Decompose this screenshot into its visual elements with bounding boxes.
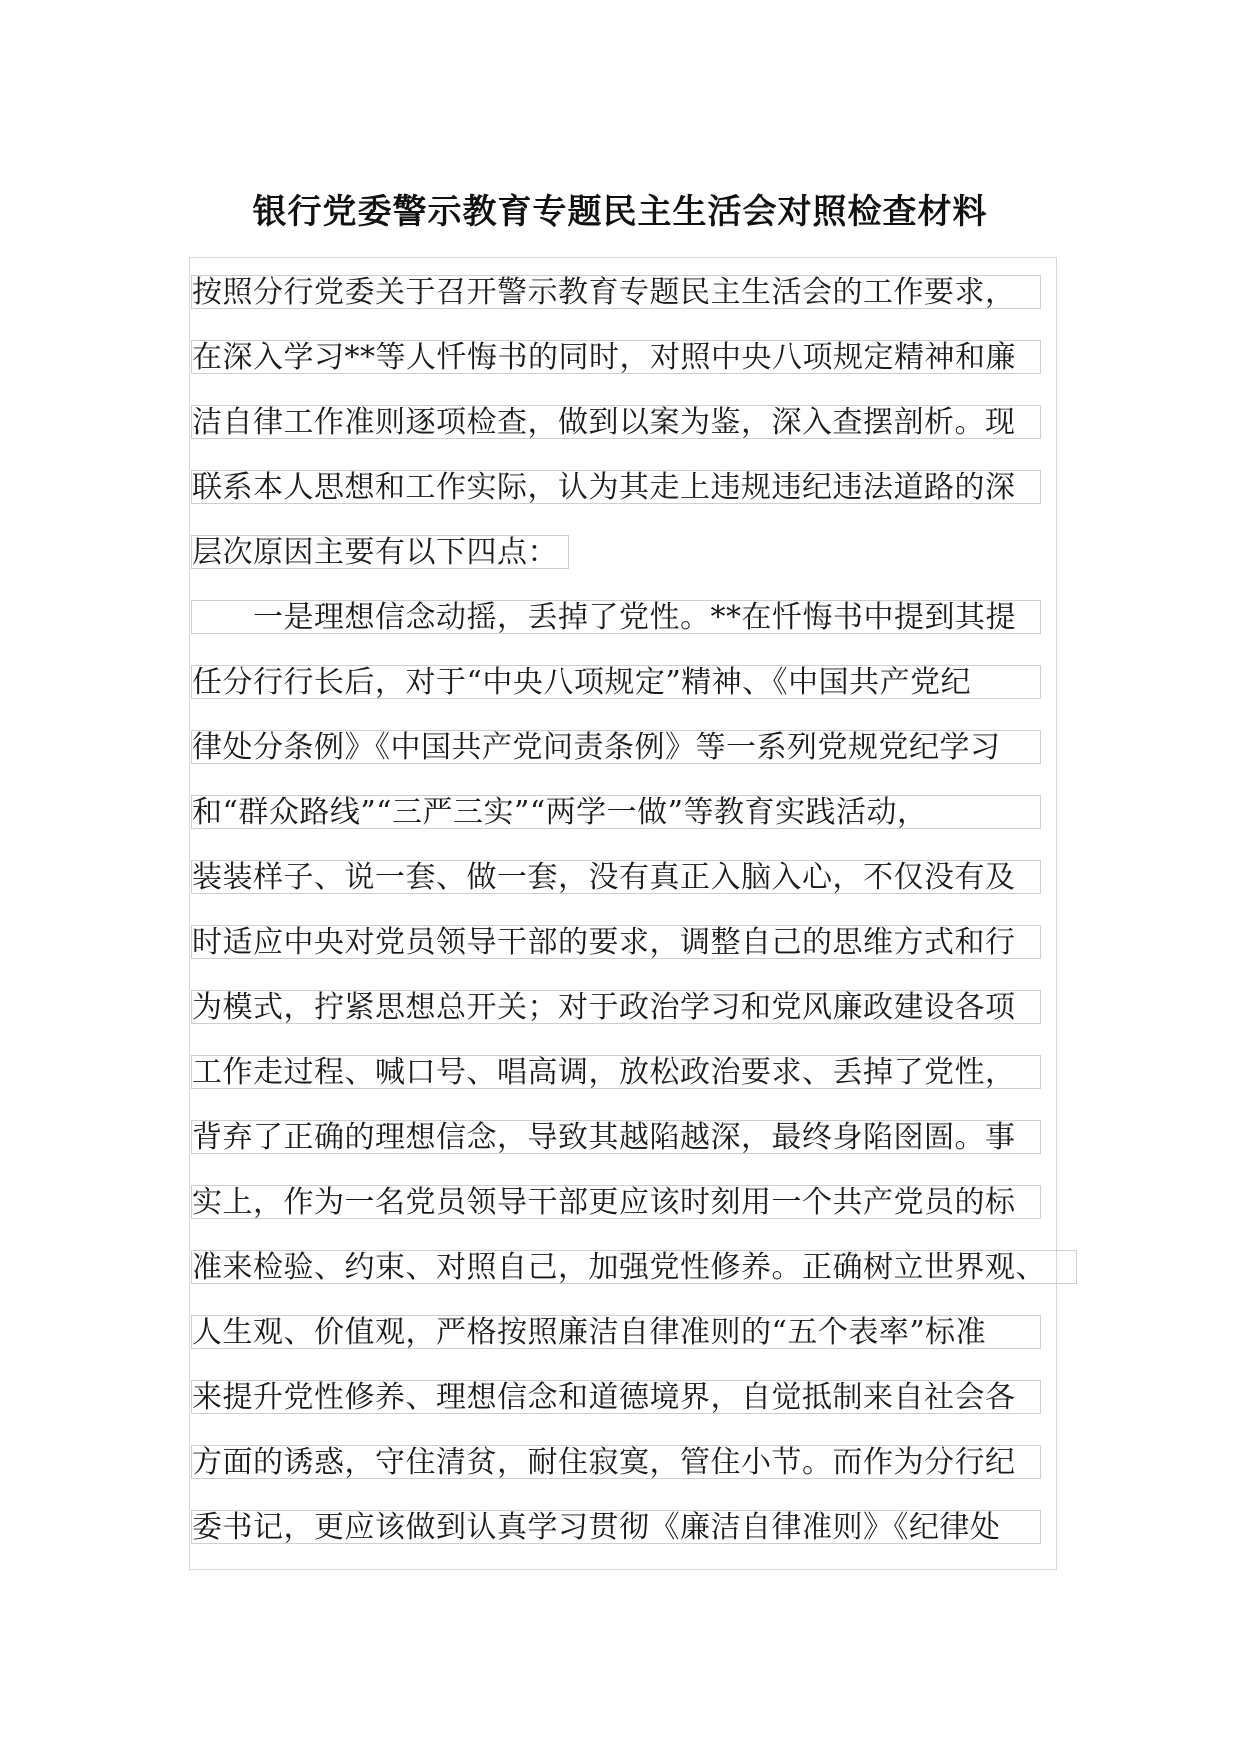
text-line: 为模式，拧紧思想总开关；对于政治学习和党风廉政建设各项	[191, 990, 1041, 1024]
text-line: 方面的诱惑，守住清贫，耐住寂寞，管住小节。而作为分行纪	[191, 1445, 1041, 1479]
text-line: 实上，作为一名党员领导干部更应该时刻用一个共产党员的标	[191, 1185, 1041, 1219]
text-line: 时适应中央对党员领导干部的要求，调整自己的思维方式和行	[191, 925, 1041, 959]
text-line: 联系本人思想和工作实际，认为其走上违规违纪违法道路的深	[191, 470, 1041, 504]
text-line: 在深入学习**等人忏悔书的同时，对照中央八项规定精神和廉	[191, 340, 1041, 374]
document-title: 银行党委警示教育专题民主生活会对照检查材料	[252, 192, 988, 232]
text-line: 准来检验、约束、对照自己，加强党性修养。正确树立世界观、	[191, 1250, 1077, 1284]
text-line: 层次原因主要有以下四点：	[191, 535, 569, 569]
text-line: 工作走过程、喊口号、唱高调，放松政治要求、丢掉了党性，	[191, 1055, 1041, 1089]
text-frame	[189, 257, 1057, 1570]
text-line: 洁自律工作准则逐项检查，做到以案为鉴，深入查摆剖析。现	[191, 405, 1041, 439]
text-line: 人生观、价值观，严格按照廉洁自律准则的“五个表率”标准	[191, 1315, 1041, 1349]
text-line: 来提升党性修养、理想信念和道德境界，自觉抵制来自社会各	[191, 1380, 1041, 1414]
text-line: 一是理想信念动摇，丢掉了党性。**在忏悔书中提到其提	[191, 600, 1041, 634]
text-line: 按照分行党委关于召开警示教育专题民主生活会的工作要求，	[191, 275, 1041, 309]
text-line: 背弃了正确的理想信念，导致其越陷越深，最终身陷囹圄。事	[191, 1120, 1041, 1154]
text-line: 律处分条例》《中国共产党问责条例》等一系列党规党纪学习	[191, 730, 1041, 764]
text-line: 装装样子、说一套、做一套，没有真正入脑入心，不仅没有及	[191, 860, 1041, 894]
text-line: 委书记，更应该做到认真学习贯彻《廉洁自律准则》《纪律处	[191, 1510, 1041, 1544]
text-line: 和“群众路线”“三严三实”“两学一做”等教育实践活动，	[191, 795, 1041, 829]
text-line: 任分行行长后，对于“中央八项规定”精神、《中国共产党纪	[191, 665, 1041, 699]
